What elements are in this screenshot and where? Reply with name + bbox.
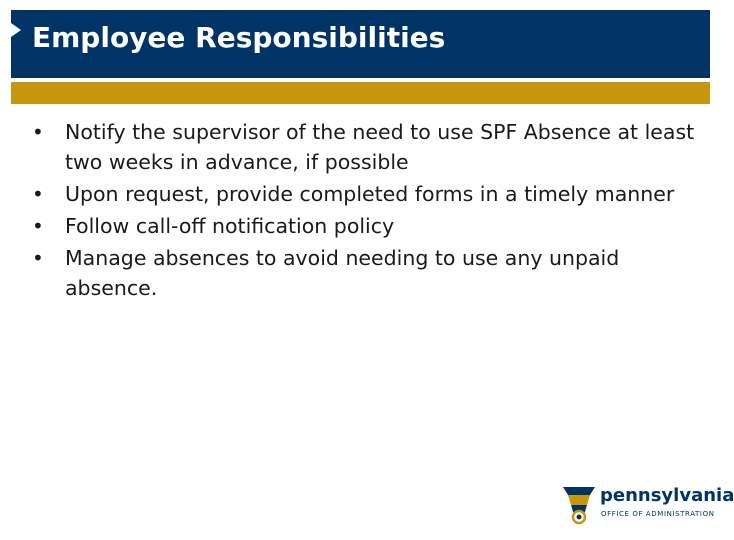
bullet-text: Follow call-off notification policy: [65, 214, 395, 238]
title-arrow-icon: [11, 23, 21, 37]
bullet-item: [28, 117, 698, 177]
logo-name: pennsylvania: [600, 485, 734, 506]
bullet-dot-icon: •: [32, 120, 44, 144]
accent-bar: [11, 82, 710, 104]
keystone-logo-icon: [560, 483, 598, 525]
logo-subtitle: OFFICE OF ADMINISTRATION: [601, 510, 715, 518]
bullet-dot-icon: •: [32, 214, 44, 238]
bullet-dot-icon: •: [32, 182, 44, 206]
bullet-text: Notify the supervisor of the need to use SPF Absence at least two weeks in advance, if possible: [65, 120, 695, 174]
bullet-item: [28, 243, 698, 303]
bullet-text: Upon request, provide completed forms in a timely manner: [65, 182, 675, 206]
bullet-item: [28, 179, 698, 209]
bullet-list: [28, 117, 698, 305]
bullet-text: Manage absences to avoid needing to use any unpaid absence.: [65, 246, 620, 300]
bullet-dot-icon: •: [32, 246, 44, 270]
slide-title: Employee Responsibilities: [32, 21, 446, 54]
pennsylvania-logo: [560, 483, 734, 527]
bullet-item: [28, 211, 698, 241]
